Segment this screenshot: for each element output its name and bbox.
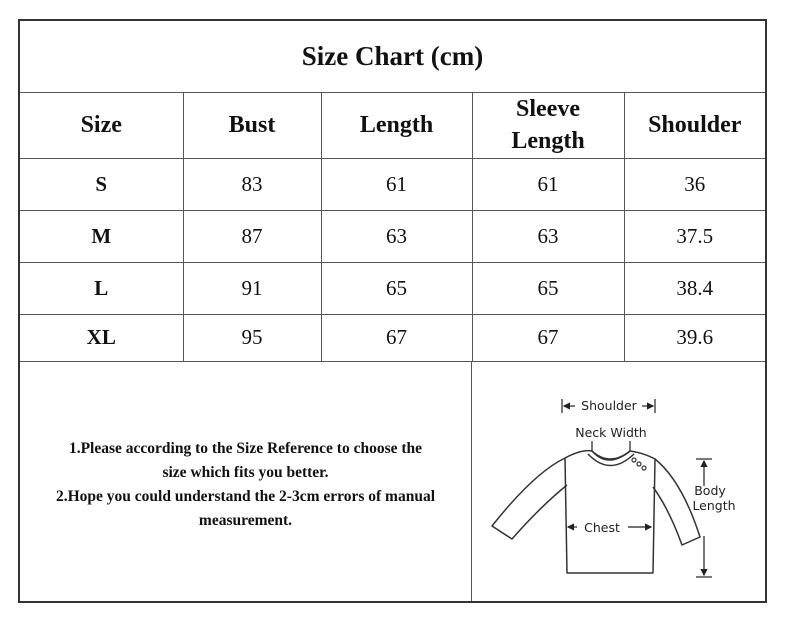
shoulder-cell: 38.4: [624, 262, 765, 314]
shoulder-cell: 39.6: [624, 314, 765, 361]
size-cell: M: [20, 210, 183, 262]
measurement-diagram: [472, 361, 765, 601]
bust-cell: 95: [183, 314, 321, 361]
bust-cell: 83: [183, 158, 321, 210]
body-length-measure-icon: [696, 459, 712, 577]
header-size: Size: [20, 93, 183, 159]
sleeve-length-cell: 67: [472, 314, 624, 361]
size-cell: L: [20, 262, 183, 314]
note-line-4: measurement.: [198, 512, 293, 530]
sweater-diagram-icon: [472, 361, 765, 601]
chest-label: Chest: [584, 520, 620, 535]
table-row: [20, 158, 765, 210]
notes-text: [56, 437, 435, 533]
header-sleeve-length-text: Sleeve Length: [511, 96, 585, 155]
shoulder-label: Shoulder: [581, 398, 637, 413]
header-row: [20, 93, 765, 159]
body-length-label-2: Length: [692, 498, 736, 513]
sleeve-length-cell: 65: [472, 262, 624, 314]
size-cell: S: [20, 158, 183, 210]
shoulder-cell: 37.5: [624, 210, 765, 262]
size-cell: XL: [20, 314, 183, 361]
shoulder-buttons-icon: [632, 458, 646, 470]
size-chart-frame: [18, 19, 767, 603]
length-cell: 61: [321, 158, 472, 210]
table-row: [20, 210, 765, 262]
sleeve-length-cell: 63: [472, 210, 624, 262]
header-bust: Bust: [183, 93, 321, 159]
note-line-1: 1.Please according to the Size Reference to choose the: [68, 439, 423, 457]
header-sleeve-length: [472, 93, 624, 159]
neck-width-measure-icon: [592, 441, 630, 451]
notes-panel: [20, 361, 472, 601]
note-line-3: 2.Hope you could understand the 2-3cm errors of manual: [55, 488, 436, 505]
sweater-outline-icon: [492, 451, 700, 573]
table-row: [20, 314, 765, 361]
bust-cell: 87: [183, 210, 321, 262]
header-shoulder: Shoulder: [624, 93, 765, 159]
chart-title: Size Chart (cm): [20, 21, 765, 93]
length-cell: 67: [321, 314, 472, 361]
length-cell: 63: [321, 210, 472, 262]
shoulder-cell: 36: [624, 158, 765, 210]
header-length: Length: [321, 93, 472, 159]
length-cell: 65: [321, 262, 472, 314]
sleeve-length-cell: 61: [472, 158, 624, 210]
bottom-section: [20, 361, 765, 601]
neck-width-label: Neck Width: [575, 425, 647, 440]
body-length-label-1: Body: [694, 483, 726, 498]
note-line-2: size which fits you better.: [162, 463, 329, 481]
table-row: [20, 262, 765, 314]
bust-cell: 91: [183, 262, 321, 314]
size-table: [20, 92, 765, 362]
